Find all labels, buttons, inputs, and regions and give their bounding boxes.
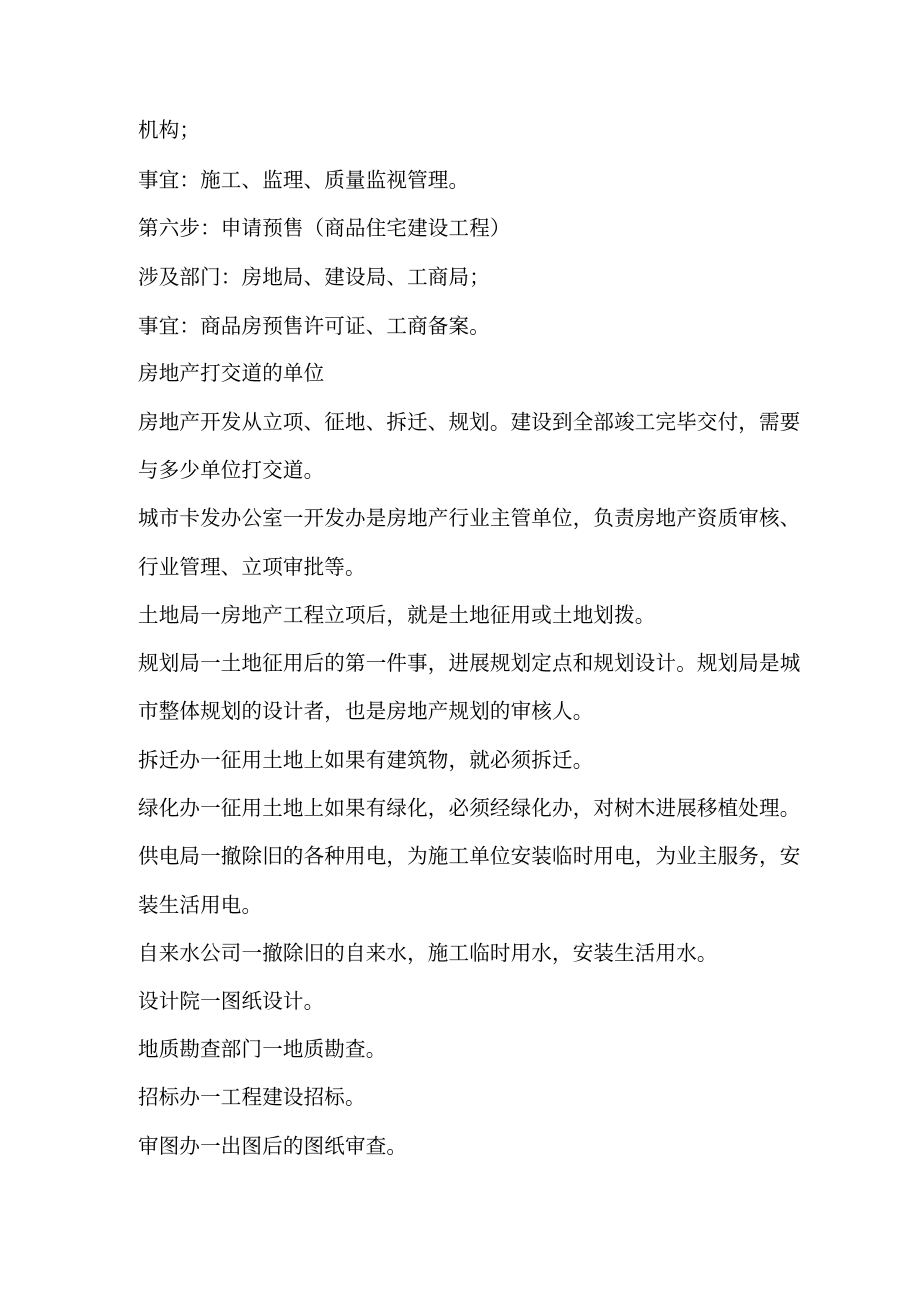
text-line: 规划局一土地征用后的第一件事，进展规划定点和规划设计。规划局是城 [138,651,801,675]
text-line: 城市卡发办公室一开发办是房地产行业主管单位，负责房地产资质审核、 [138,506,801,530]
text-line: 市整体规划的设计者，也是房地产规划的审核人。 [138,699,594,723]
text-line: 事宜：商品房预售许可证、工商备案。 [138,314,490,338]
text-line: 地质勘查部门一地质勘查。 [138,1037,387,1061]
text-line: 与多少单位打交道。 [138,458,325,482]
text-line: 涉及部门：房地局、建设局、工商局； [138,265,490,289]
text-line: 装生活用电。 [138,893,263,917]
text-line: 绿化办一征用土地上如果有绿化，必须经绿化办，对树木进展移植处理。 [138,796,801,820]
text-line: 土地局一房地产工程立项后，就是土地征用或土地划拨。 [138,603,656,627]
section-heading: 房地产打交道的单位 [138,361,325,385]
text-line: 事宜：施工、监理、质量监视管理。 [138,168,470,192]
text-line: 房地产开发从立项、征地、拆迁、规划。建设到全部竣工完毕交付，需要 [138,410,801,434]
text-line: 第六步：申请预售（商品住宅建设工程） [138,216,511,240]
text-line: 拆迁办一征用土地上如果有建筑物，就必须拆迁。 [138,748,594,772]
text-line: 机构； [138,118,201,142]
text-line: 供电局一撤除旧的各种用电，为施工单位安装临时用电，为业主服务，安 [138,844,801,868]
text-line: 招标办一工程建设招标。 [138,1085,366,1109]
text-line: 自来水公司一撤除旧的自来水，施工临时用水，安装生活用水。 [138,941,718,965]
text-line: 行业管理、立项审批等。 [138,555,366,579]
text-line: 设计院一图纸设计。 [138,989,325,1013]
text-line: 审图办一出图后的图纸审查。 [138,1134,408,1158]
